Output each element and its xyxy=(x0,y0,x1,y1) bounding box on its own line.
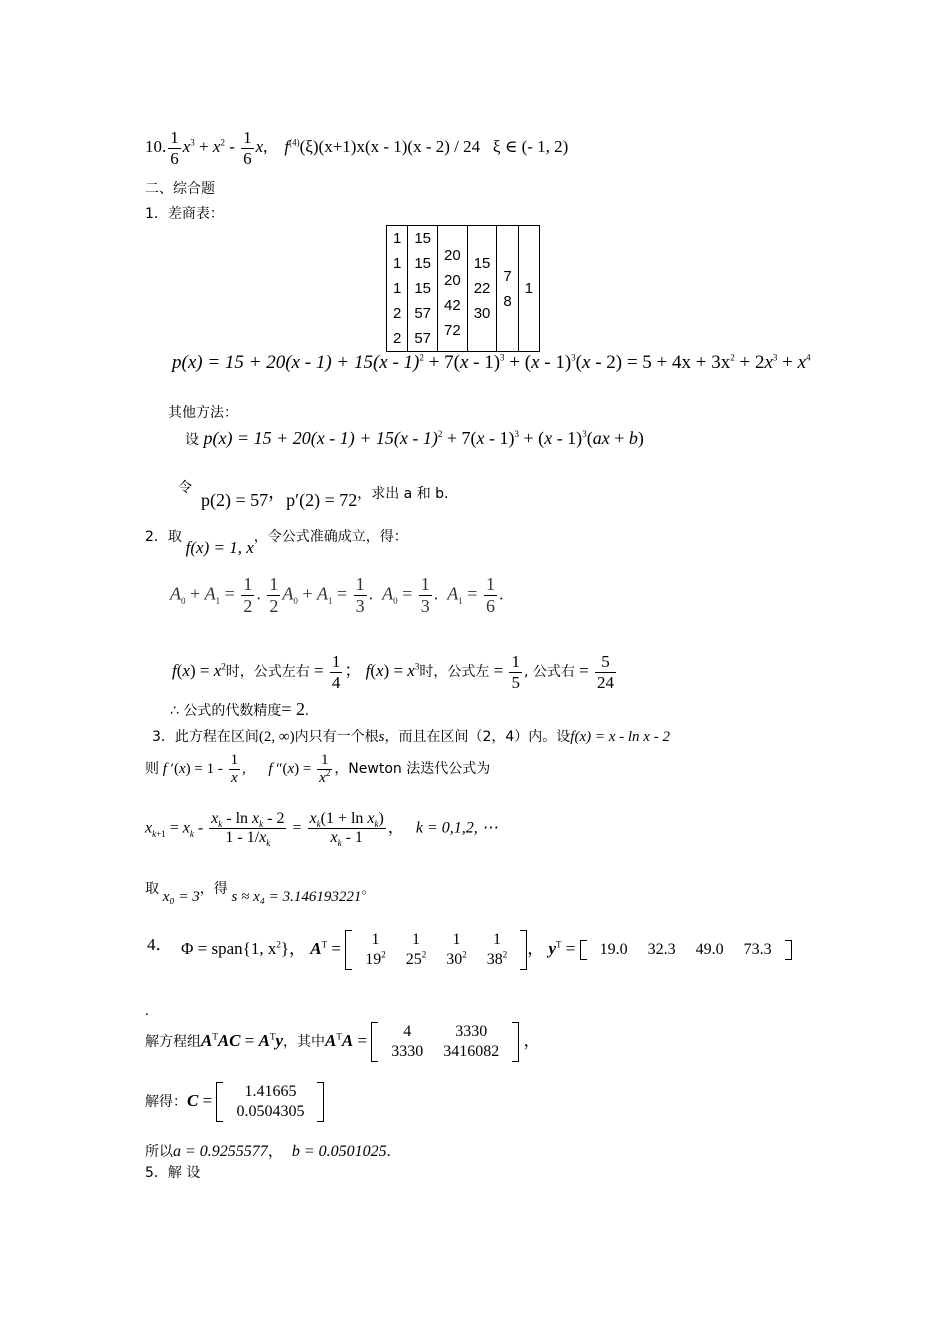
q3-iteration: $x_{k+1} = x_k$ - $\frac{x_k - \ln x_k - 2}{1 - 1/x_k}$ = $\frac{x_k(1 + \ln x_k)}{x_k - 1}$ ， k = 0,1,2, ⋯ xyxy=(145,810,498,849)
q4-dot: . xyxy=(145,1003,149,1019)
item-10-line: 10. $\frac{1}{6}$ $x^3 + x^2$ - $\frac{1}{6}$ x, $f^{(4)}(\xi)(x+1)x(x - 1)(x - 2) / 24$ ξ ∈ (- 1, 2) xyxy=(145,128,569,168)
set-line: 设 p(x) = 15 + 20(x - 1) + 15(x - 1)$^2$ + 7(x - 1)$^3$ + (x - 1)$^3$(ax + b) xyxy=(185,428,644,448)
q4-label: 4． xyxy=(147,935,173,954)
q3-get: ，得 xyxy=(199,881,228,897)
condition-2: p′(2) = 72 xyxy=(286,490,358,510)
q4-so: 所以 xyxy=(145,1144,173,1160)
col-third-diff xyxy=(497,226,518,352)
matrix-cell: 3416082 xyxy=(443,1043,500,1060)
ata-matrix xyxy=(371,1022,519,1062)
vector-cell: 0.0504305 xyxy=(236,1103,305,1120)
q4-normal-eq: 解方程组$A^TAC = A^Ty$，其中$A^TA$ = 4 3330 3330 3416082 ， xyxy=(145,1023,541,1060)
table-cell: 2 xyxy=(393,330,402,347)
matrix-cell: 3330 xyxy=(391,1043,424,1060)
q2-tail: ，令公式准确成立，得： xyxy=(253,529,408,545)
set-label: 设 xyxy=(185,432,199,448)
q3-f-def: f(x) = x - ln x - 2 xyxy=(570,729,670,745)
poly-lhs: p(x) = 15 + 20(x - 1) + 15(x - 1) xyxy=(172,352,420,373)
xi-interval: ξ ∈ (- 1, 2) xyxy=(492,136,569,156)
c-vector xyxy=(216,1082,324,1122)
matrix-cell: $25^2$ xyxy=(405,949,427,968)
q4-solution: 解得：C = 1.41665 0.0504305 xyxy=(145,1082,324,1122)
newton-polynomial: $p(x) = 15 + 20(x - 1) + 15(x - 1)^2 + 7(x - 1)^3 + (x - 1)^3(x - 2) = 5 + 4x + 3x^2 + 2x^3 + x^4$ xyxy=(172,352,811,373)
remainder-expr: (ξ)(x+1)x(x - 1)(x - 2) / 24 xyxy=(299,136,481,156)
table-cell: 72 xyxy=(444,321,461,339)
matrix-cell: 3330 xyxy=(455,1023,488,1040)
table-cell: 22 xyxy=(473,280,491,297)
col-nodes xyxy=(387,226,408,352)
table-cell: 20 xyxy=(444,246,461,264)
table-cell: 1 xyxy=(393,230,402,247)
q3-x0: x₀ = 3 xyxy=(162,889,200,905)
q2-f-expr: f(x) = 1, x xyxy=(185,538,254,557)
q3-text-a: 3．此方程在区间 xyxy=(152,729,259,745)
solve-text: ，求出 a 和 b. xyxy=(357,486,449,502)
matrix-cell: 1 xyxy=(411,931,420,948)
q2-intro xyxy=(145,526,408,557)
poly-rhs: = 5 + 4x + 3x xyxy=(622,352,731,373)
divided-difference-table xyxy=(386,225,540,352)
q4-where: ，其中 xyxy=(283,1033,326,1050)
y-vector xyxy=(580,940,792,960)
other-method-label: 其他方法： xyxy=(168,405,238,421)
matrix-cell: $19^2$ xyxy=(365,949,386,968)
q4-phi: Φ = span{1, x xyxy=(181,938,277,958)
condition-1: p(2) = 57 xyxy=(201,490,269,510)
table-cell: 20 xyxy=(444,271,461,289)
q2-degree: = 2 xyxy=(281,699,306,719)
q4-solve-text: 解方程组 xyxy=(145,1033,201,1050)
q4-a-value: a = 0.9255577 xyxy=(173,1143,268,1160)
q3-result-value: s ≈ x₄ = 3.146193221 xyxy=(231,889,362,905)
vector-cell: 32.3 xyxy=(647,941,676,958)
q3-period: 。 xyxy=(361,881,377,897)
q3-then: 则 xyxy=(145,761,159,778)
matrix-cell: $38^2$ xyxy=(486,949,508,968)
table-cell: 1 xyxy=(393,255,402,272)
table-cell: 1 xyxy=(393,280,402,297)
col-fourth-diff xyxy=(518,226,539,352)
q3-take: 取 xyxy=(145,881,159,897)
col-second-diff xyxy=(467,226,497,352)
q3-derivs: 则 f ′(x) = 1 - $\frac{1}{x}$ , f ″(x) = $\frac{1}{x^2}$ ，Newton 法迭代公式为 xyxy=(145,752,491,787)
table-cell: 15 xyxy=(473,255,491,272)
q3-line1 xyxy=(152,726,670,746)
table-cell: 57 xyxy=(414,305,432,322)
q2-when2: 时，公式左 xyxy=(419,663,490,680)
q3-k-range: k = 0,1,2, ⋯ xyxy=(415,819,498,837)
section-title: 二、综合题 xyxy=(145,181,215,197)
table-cell: 1 xyxy=(524,280,534,297)
q4-final: 所以a = 0.9255577， b = 0.0501025. xyxy=(145,1143,391,1160)
let-label: 令 xyxy=(178,480,192,496)
q3-newton: ，Newton 法迭代公式为 xyxy=(334,761,491,778)
q2-take: 2．取 xyxy=(145,529,182,545)
let-line: $^令$ p(2) = 57，p′(2) = 72，求出 a 和 b. xyxy=(178,480,449,510)
q4-b-value: b = 0.0501025 xyxy=(291,1143,387,1160)
matrix-cell: 4 xyxy=(403,1023,412,1040)
q1-title: 1．差商表： xyxy=(145,206,224,222)
table-cell: 15 xyxy=(414,255,432,272)
q2-right: , 公式右 xyxy=(523,663,575,680)
q5-title: 5．解 设 xyxy=(145,1165,201,1181)
table-cell: 42 xyxy=(444,296,461,314)
q3-result xyxy=(145,877,377,905)
q3-text-c: ，而且在区间（2，4）内。设 xyxy=(384,729,571,745)
table-cell: 8 xyxy=(503,292,512,310)
vector-cell: 1.41665 xyxy=(244,1083,297,1100)
derivative-order: (4) xyxy=(289,137,300,148)
matrix-cell: 1 xyxy=(492,931,501,948)
matrix-cell: 1 xyxy=(452,931,461,948)
table-cell: 7 xyxy=(503,267,512,285)
q4-solved: 解得： xyxy=(145,1093,187,1110)
item-number: 10. xyxy=(145,136,167,156)
table-cell: 2 xyxy=(393,305,402,322)
table-cell: 15 xyxy=(414,230,432,247)
q2-when1: 时，公式左右 xyxy=(225,663,310,680)
matrix-cell: 1 xyxy=(371,931,380,948)
table-cell: 57 xyxy=(414,330,432,347)
at-matrix xyxy=(345,930,527,970)
set-expr: p(x) = 15 + 20(x - 1) + 15(x - 1) xyxy=(203,428,438,448)
q2-weights: $A_0 + A_1$ = $\frac{1}{2}$ . $\frac{1}{2}$ $A_0 + A_1$ = $\frac{1}{3}$ . $A_0$ = $\frac{1}{3}$ . $A_1$ = $\frac{1}{6}$ . xyxy=(170,574,504,616)
q3-root: s xyxy=(378,729,385,745)
matrix-cell: $30^2$ xyxy=(446,949,467,968)
vector-cell: 49.0 xyxy=(695,941,724,958)
vector-cell: 73.3 xyxy=(743,941,772,958)
col-first-diff xyxy=(438,226,468,352)
q2-conclusion-text: ∴ 公式的代数精度 xyxy=(170,703,282,719)
q2-conclusion: ∴ 公式的代数精度= 2. xyxy=(170,699,309,719)
table-cell: 15 xyxy=(414,280,432,297)
q3-interval: (2, ∞) xyxy=(258,729,295,745)
q2-check: $f(x) = x^2$时，公式左右 = $\frac{1}{4}$ ； $f(x) = x^3$时，公式左 = $\frac{1}{5}$ , 公式右 = $\frac{5}{24}$ xyxy=(172,652,614,692)
q3-text-b: 内只有一个根 xyxy=(294,729,379,745)
table-cell: 30 xyxy=(473,305,491,322)
vector-cell: 19.0 xyxy=(599,941,628,958)
q4-setup: 4． Φ = span{1, $x^2$}， $A^T$ = 1 1 1 1 $19^2$ $25^2$ $30^2$ $38^2$ ， $y^T$ = 19.0 32.3 49.0 73.3 xyxy=(147,930,792,970)
col-values xyxy=(408,226,438,352)
